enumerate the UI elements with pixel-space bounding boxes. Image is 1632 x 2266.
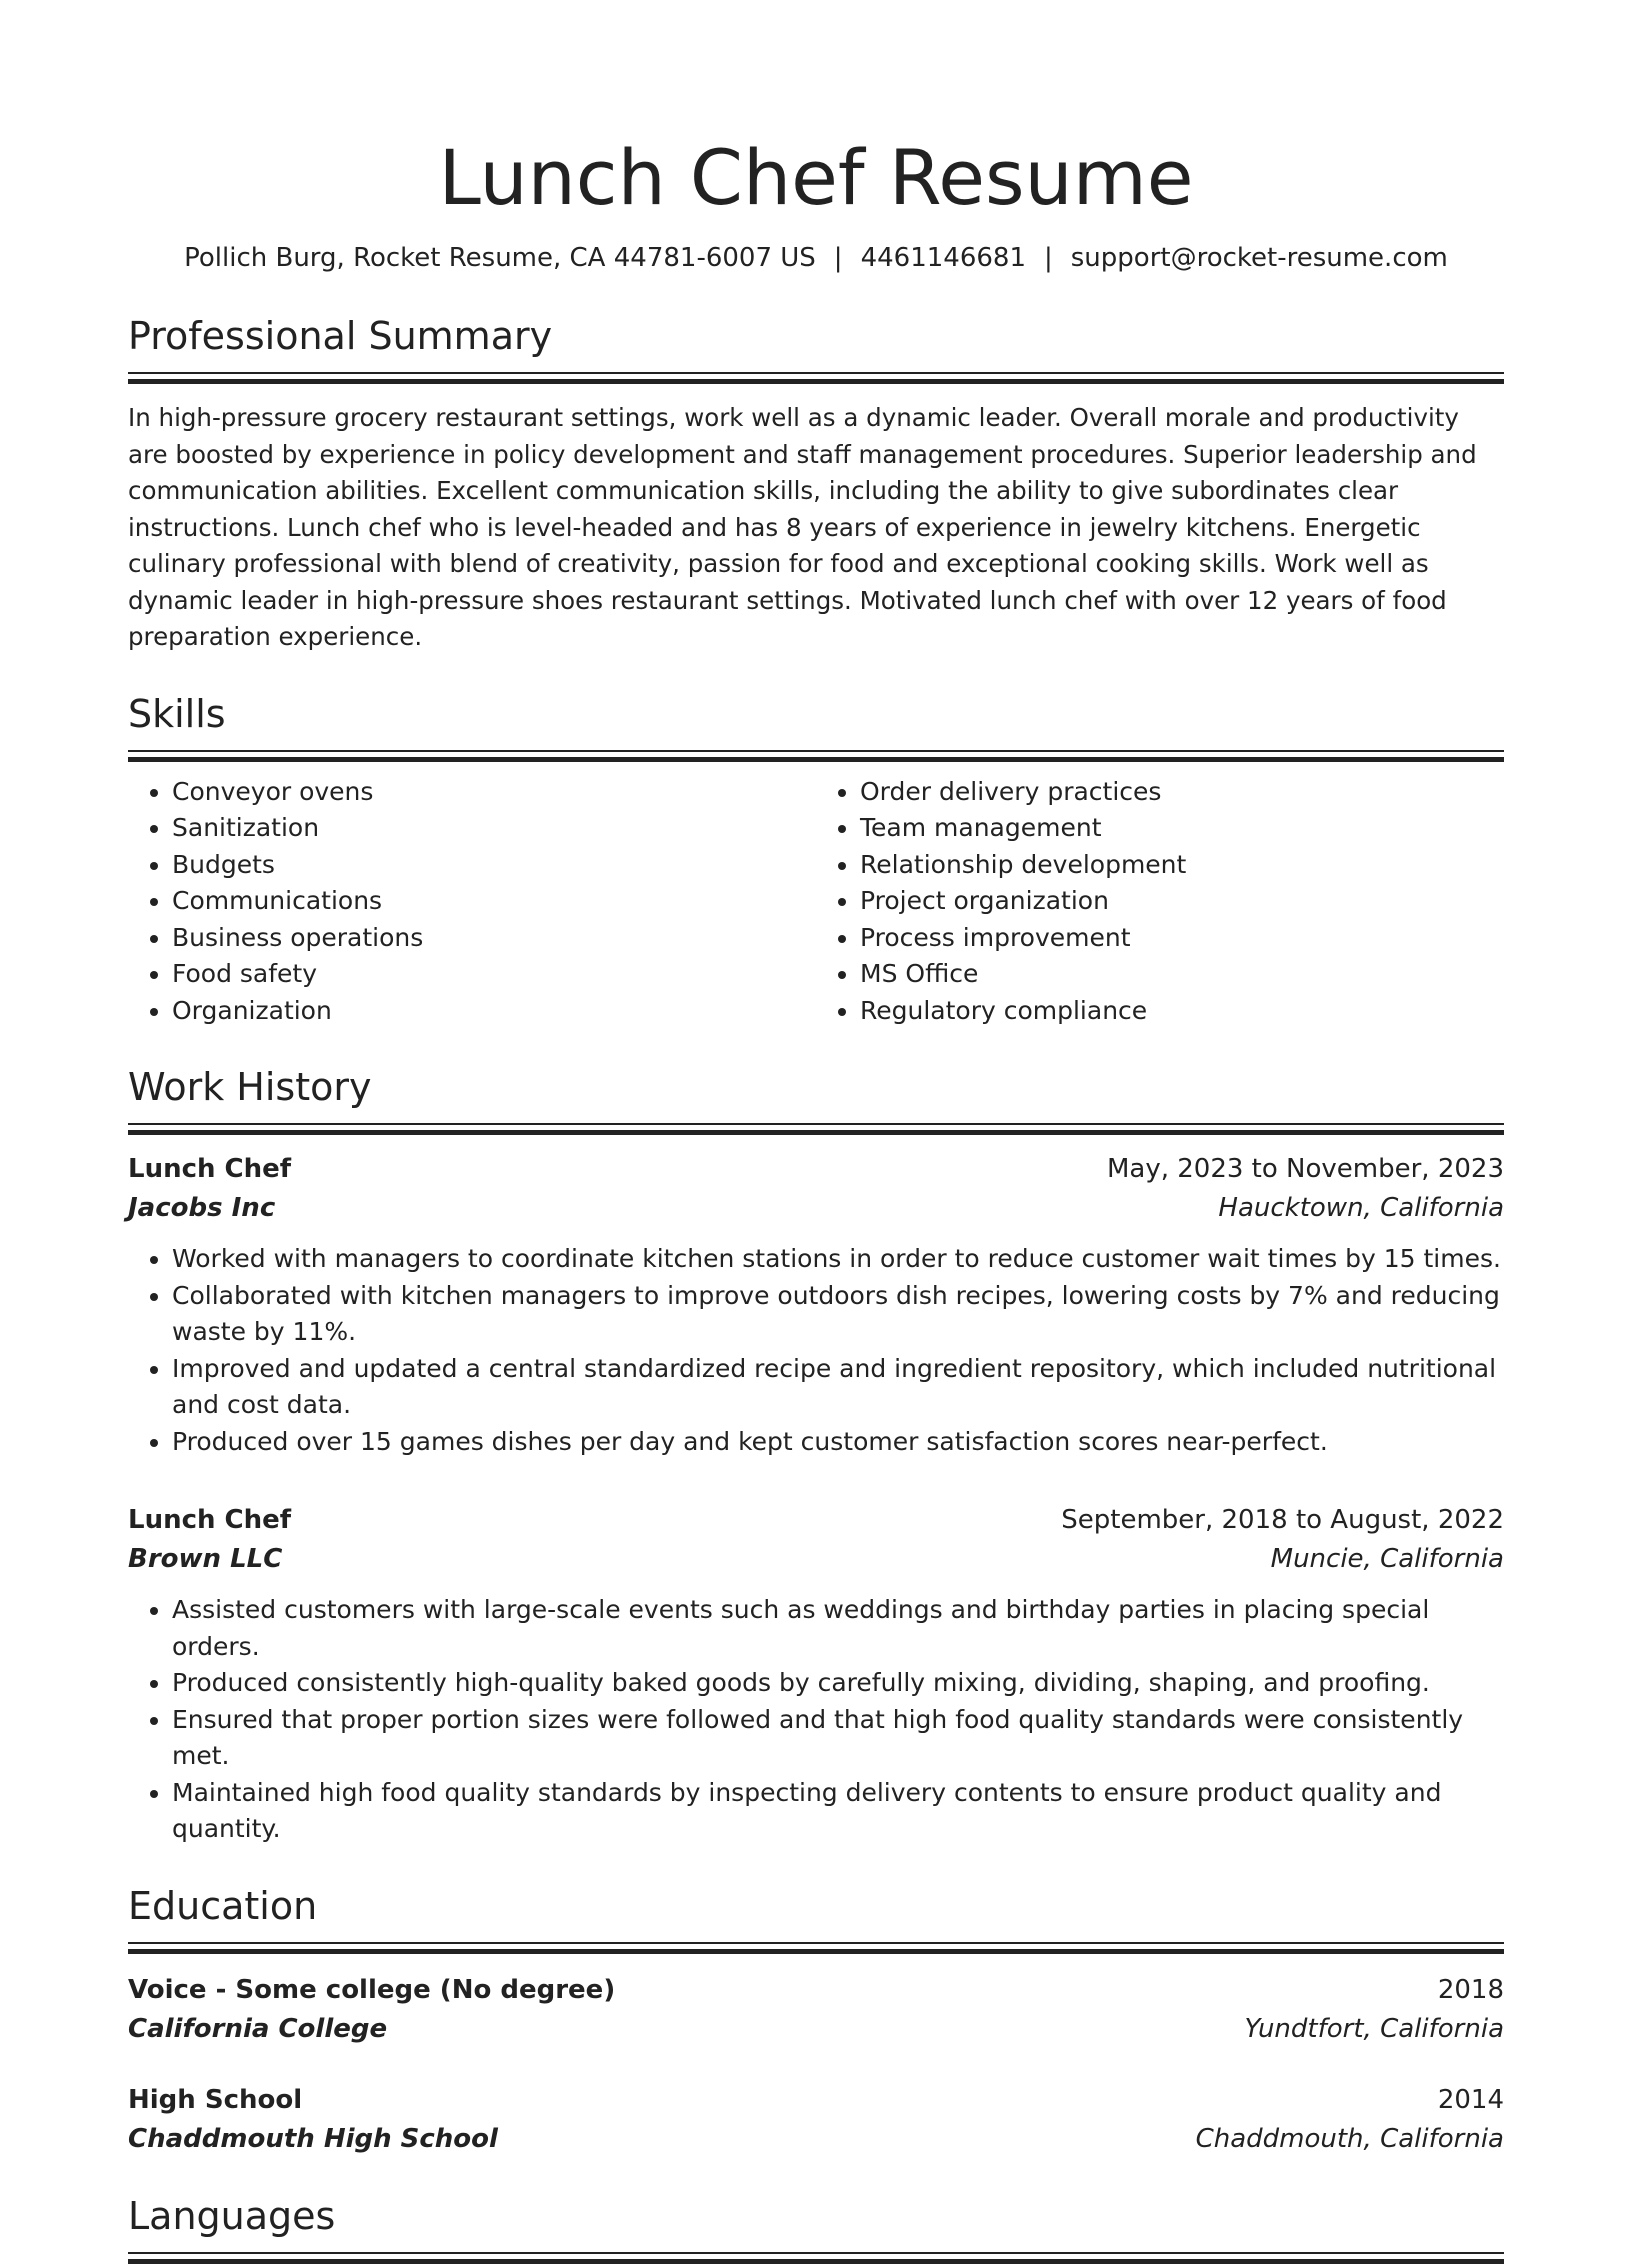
job-company: Brown LLC: [128, 1544, 283, 1574]
education-school: California College: [128, 2013, 388, 2044]
skill-item: • Relationship development: [860, 847, 1504, 884]
education-location: Chaddmouth, California: [1195, 2123, 1504, 2154]
skill-item: • Regulatory compliance: [860, 993, 1504, 1030]
section-heading-summary: Professional Summary: [128, 314, 553, 358]
skill-item: • Conveyor ovens: [172, 774, 816, 811]
job-bullets: [128, 1241, 1504, 1460]
section-divider: [128, 2252, 1504, 2266]
section-divider: [128, 1942, 1504, 1956]
contact-line: [128, 238, 1504, 278]
job-bullet: • Improved and updated a central standardized recipe and ingredient repository, which included nutritional and cost data.: [172, 1351, 1504, 1424]
job-entry: [128, 1500, 1504, 1848]
section-divider: [128, 372, 1504, 386]
contact-phone: 4461146681: [860, 243, 1026, 273]
job-bullet: • Ensured that proper portion sizes were followed and that high food quality standards were consistently met.: [172, 1702, 1504, 1775]
skills-column-left: [128, 774, 816, 1030]
section-heading-languages: Languages: [128, 2193, 336, 2238]
education-location: Yundtfort, California: [1244, 2013, 1504, 2044]
skill-item: • Organization: [172, 993, 816, 1030]
section-divider: [128, 1123, 1504, 1137]
contact-separator: |: [1043, 243, 1053, 273]
skill-item: • MS Office: [860, 956, 1504, 993]
job-bullet: • Maintained high food quality standards by inspecting delivery contents to ensure product quality and quantity.: [172, 1775, 1504, 1848]
skill-item: • Project organization: [860, 883, 1504, 920]
education-entry: [128, 2080, 1504, 2158]
section-heading-work: Work History: [128, 1065, 372, 1109]
job-bullet: • Produced consistently high-quality baked goods by carefully mixing, dividing, shaping, and proofing.: [172, 1665, 1504, 1702]
contact-email: support@rocket-resume.com: [1070, 243, 1448, 273]
job-bullet: • Assisted customers with large-scale events such as weddings and birthday parties in placing special orders.: [172, 1592, 1504, 1665]
section-heading-skills: Skills: [128, 691, 226, 736]
education-year: 2018: [1437, 1974, 1504, 2005]
job-bullet: • Worked with managers to coordinate kitchen stations in order to reduce customer wait times by 15 times.: [172, 1241, 1504, 1278]
job-bullets: [128, 1592, 1504, 1848]
education-degree: Voice - Some college (No degree): [128, 1974, 616, 2005]
resume-title: Lunch Chef Resume: [438, 133, 1194, 222]
job-title: Lunch Chef: [128, 1505, 292, 1535]
skill-item: • Budgets: [172, 847, 816, 884]
education-year: 2014: [1437, 2084, 1504, 2115]
job-company: Jacobs Inc: [128, 1193, 276, 1223]
contact-separator: |: [833, 243, 843, 273]
skill-item: • Communications: [172, 883, 816, 920]
contact-address: Pollich Burg, Rocket Resume, CA 44781-6007 US: [184, 243, 816, 273]
skill-item: • Business operations: [172, 920, 816, 957]
job-location: Haucktown, California: [1218, 1193, 1504, 1223]
job-location: Muncie, California: [1270, 1544, 1504, 1574]
skill-item: • Order delivery practices: [860, 774, 1504, 811]
skill-item: • Process improvement: [860, 920, 1504, 957]
skill-item: • Team management: [860, 810, 1504, 847]
job-title: Lunch Chef: [128, 1154, 292, 1184]
summary-text: In high-pressure grocery restaurant settings, work well as a dynamic leader. Overall morale and productivity are boosted by experience in policy development and staff management procedures. Superior leadership and communication abilities. Excellent communication skills, including the ability to give subordinates clear instructions. Lunch chef who is level-headed and has 8 years of experience in jewelry kitchens. Energetic culinary professional with blend of creativity, passion for food and exceptional cooking skills. Work well as dynamic leader in high-pressure shoes restaurant settings. Motivated lunch chef with over 12 years of food preparation experience.: [128, 403, 1477, 651]
skills-list: [128, 774, 1504, 1030]
section-divider: [128, 750, 1504, 764]
job-entry: [128, 1149, 1504, 1460]
section-heading-education: Education: [128, 1883, 318, 1928]
skills-column-right: [816, 774, 1504, 1030]
education-school: Chaddmouth High School: [128, 2123, 498, 2154]
job-dates: May, 2023 to November, 2023: [1106, 1154, 1504, 1184]
job-bullet: • Produced over 15 games dishes per day and kept customer satisfaction scores near-perfect.: [172, 1424, 1504, 1461]
education-degree: High School: [128, 2084, 303, 2115]
education-entry: [128, 1970, 1504, 2048]
job-bullet: • Collaborated with kitchen managers to improve outdoors dish recipes, lowering costs by 7% and reducing waste by 11%.: [172, 1278, 1504, 1351]
skill-item: • Food safety: [172, 956, 816, 993]
skill-item: • Sanitization: [172, 810, 816, 847]
job-dates: September, 2018 to August, 2022: [1061, 1505, 1504, 1535]
